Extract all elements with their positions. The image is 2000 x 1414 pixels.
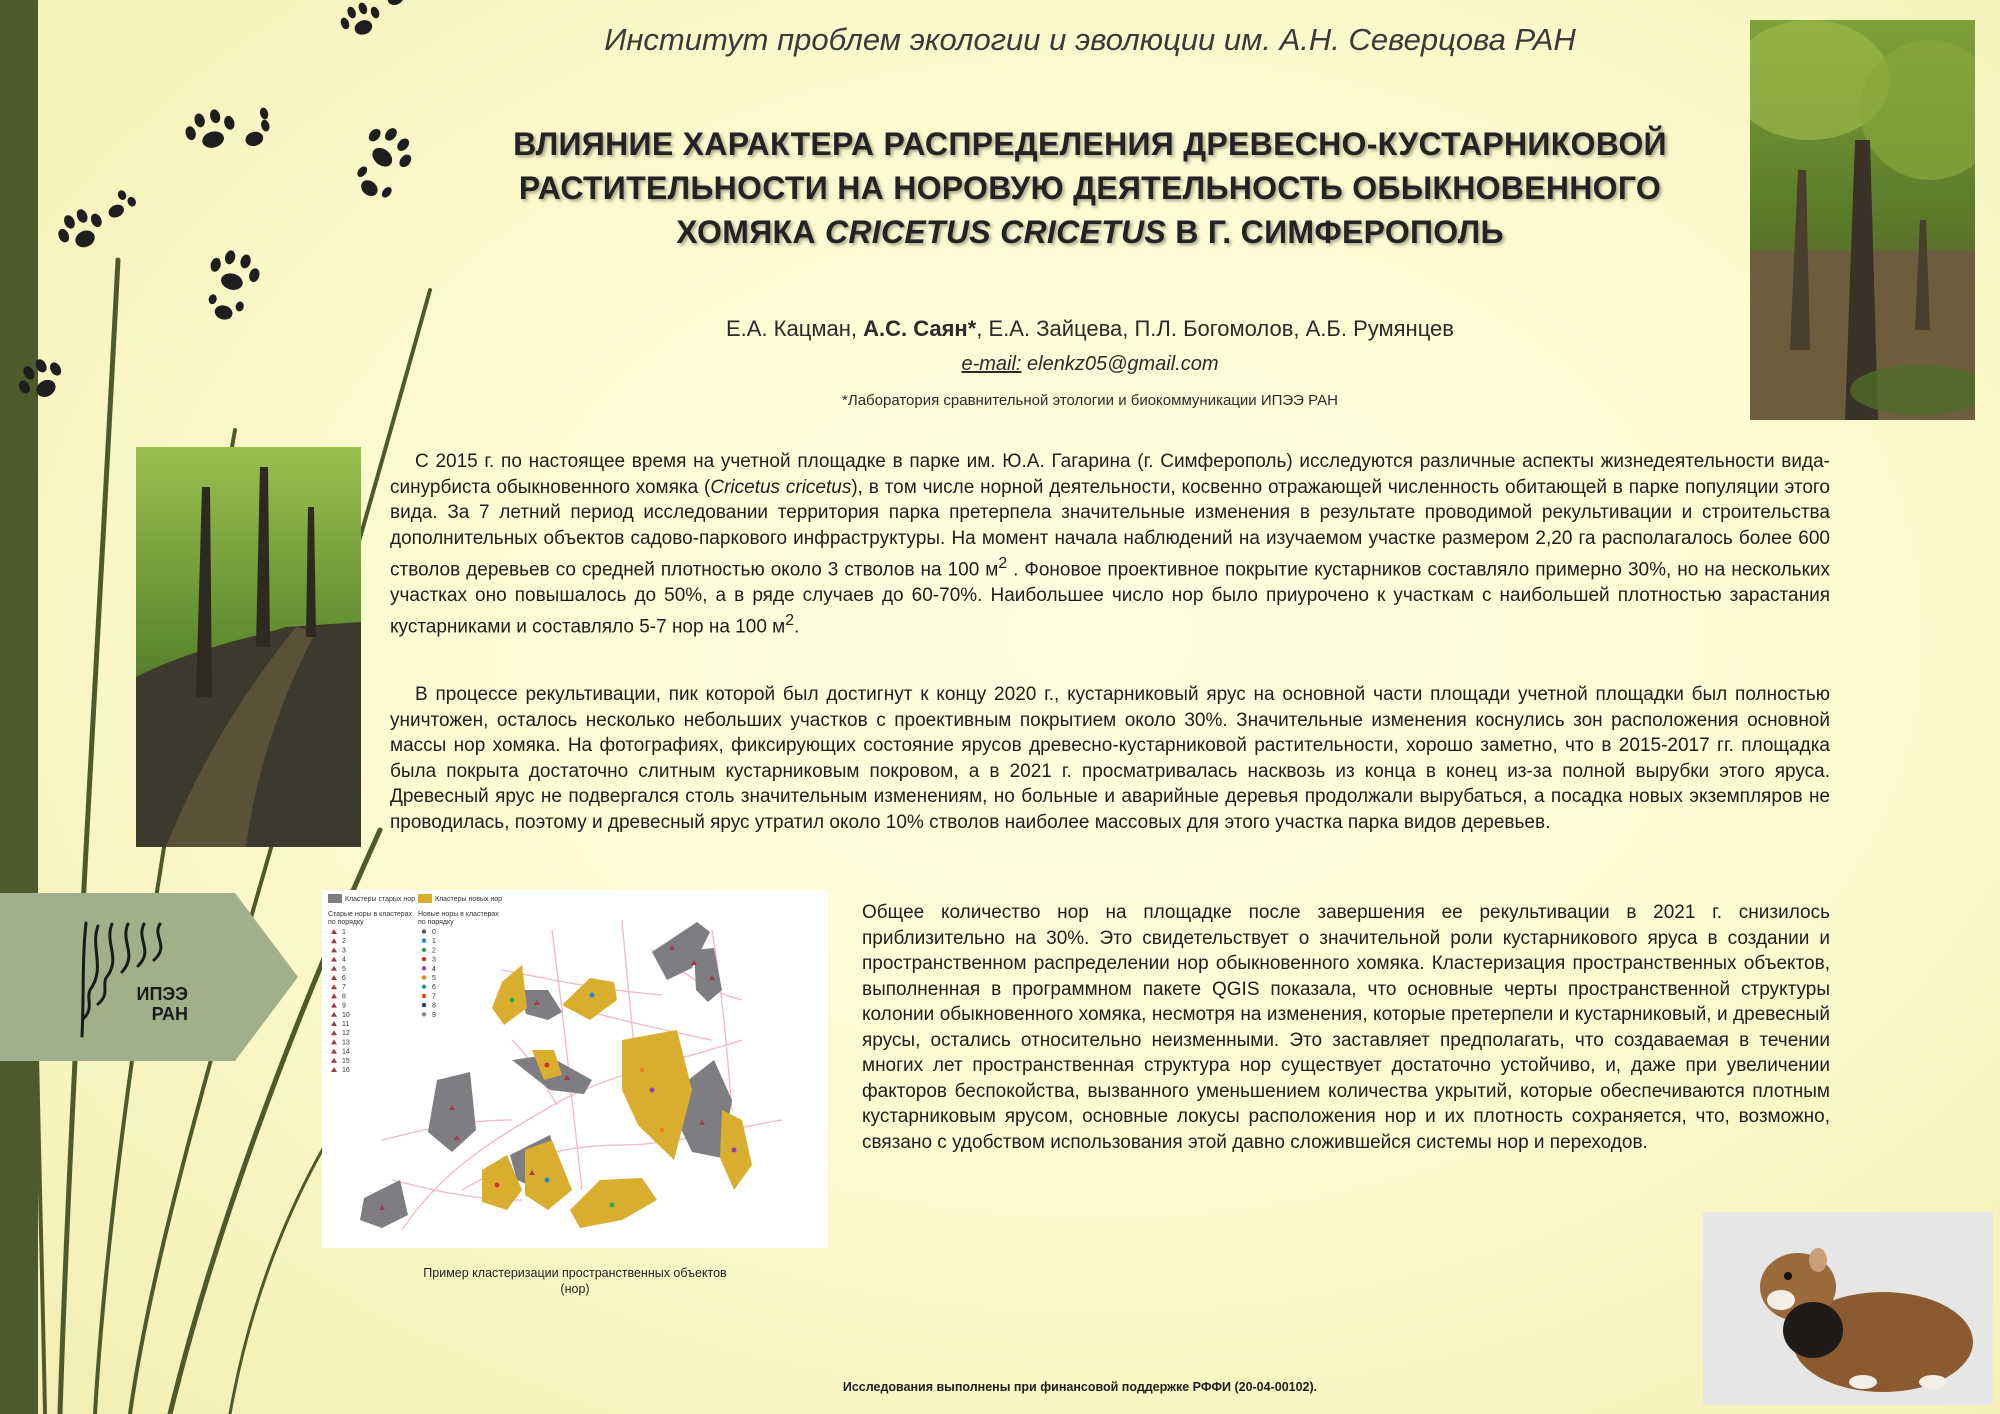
title-line-3-start: ХОМЯКА	[676, 214, 825, 250]
legend-new-marker	[422, 1012, 426, 1016]
legend-new-number: 1	[432, 938, 436, 946]
legend-old-marker	[331, 1021, 337, 1026]
cluster-map	[322, 890, 828, 1248]
authors-before: Е.А. Кацман,	[726, 316, 864, 341]
email-address: elenkz05@gmail.com	[1021, 353, 1219, 375]
legend-old-number: 9	[342, 1002, 346, 1010]
legend-new-label: Кластеры новых нор	[435, 896, 503, 903]
legend-old-marker	[331, 957, 337, 962]
legend-old-marker	[331, 993, 337, 998]
legend-new-heading-1: Новые норы в кластерах	[418, 911, 499, 918]
legend-old-marker	[331, 1049, 337, 1054]
intro-text-b: ), в том числе норной деятельности, косвенно отражающей численность обитающей в парке популяции этого вида. За 7 летний период исследовании территория парка претерпела значительные изменения в результате проводимой рекультивации и строительства дополнительных объектов садово-паркового инфраструктуры. На момент начала наблюдений на изучаемом участке размером 2,20 га располагалось более 600 стволов деревьев со средней плотностью около 3 стволов на 100 м	[390, 476, 1831, 581]
legend-new-marker	[422, 994, 426, 998]
legend-new-heading-2: по порядку	[418, 919, 454, 926]
new-cluster-b	[492, 965, 527, 1025]
authors-after: , Е.А. Зайцева, П.Л. Богомолов, А.Б. Румянцев	[976, 316, 1454, 341]
legend-old-marker	[331, 984, 337, 989]
legend-new-marker	[422, 966, 426, 970]
legend-old-heading-1: Старые норы в кластерах	[328, 911, 413, 918]
legend-old-marker	[331, 1030, 337, 1035]
legend-old-marker	[331, 1039, 337, 1044]
map-legend	[328, 894, 502, 1074]
legend-new-number: 2	[432, 947, 436, 955]
legend-old-marker	[331, 1012, 337, 1017]
intro-text-c: . Фоновое проективное покрытие кустарников составляло примерно 30%, но на нескольких участках оно повышалось до 50%, а в ряде случаев до 60-70%. Наибольшее число нор было приурочено к участкам с наибольшей плотностью зарастания кустарниками и составляло 5-7 нор на 100 м	[390, 559, 1831, 638]
legend-new-number: 0	[432, 929, 436, 936]
legend-old-marker	[331, 1067, 337, 1072]
legend-new-number: 5	[432, 975, 436, 982]
new-cluster-d	[622, 1030, 692, 1160]
cluster-map-svg	[322, 890, 828, 1248]
affiliation: *Лаборатория сравнительной этологии и биокоммуникации ИПЭЭ РАН	[842, 392, 1338, 409]
title-line-1: ВЛИЯНИЕ ХАРАКТЕРА РАСПРЕДЕЛЕНИЯ ДРЕВЕСНО-КУСТАРНИКОВОЙ	[513, 126, 1667, 162]
title-latin-name: CRICETUS CRICETUS	[824, 214, 1167, 250]
legend-new-number: 8	[432, 1002, 436, 1010]
logo-line-1: ИПЭЭ	[136, 984, 188, 1004]
funding-note: Исследования выполнены при финансовой поддержке РФФИ (20-04-00102).	[842, 1380, 1318, 1394]
legend-old-number: 2	[342, 938, 346, 946]
legend-new-number: 4	[432, 965, 436, 973]
hamster-photo	[1703, 1212, 1993, 1405]
contact-email	[440, 353, 1740, 376]
legend-old-number: 11	[342, 1021, 350, 1028]
legend-old-number: 8	[342, 993, 346, 1001]
legend-old-number: 6	[342, 975, 346, 982]
poster-title	[440, 122, 1740, 254]
legend-old-heading-2: по порядку	[328, 919, 364, 926]
legend-old-number: 15	[342, 1057, 350, 1065]
legend-new-number: 7	[432, 993, 436, 1001]
presenting-author: А.С. Саян*	[863, 316, 977, 341]
legend-old-marker	[331, 1058, 337, 1063]
legend-old-number: 5	[342, 965, 346, 973]
legend-new-number: 3	[432, 956, 436, 964]
legend-old-marker	[331, 966, 337, 971]
intro-latin-name: Cricetus cricetus	[710, 476, 852, 498]
old-cluster-e	[428, 1072, 476, 1152]
legend-new-marker	[422, 929, 426, 933]
legend-new-marker	[422, 1003, 426, 1007]
legend-old-marker	[331, 929, 337, 934]
legend-old-number: 7	[342, 984, 346, 992]
legend-old-marker	[331, 938, 337, 943]
intro-text-d: .	[794, 616, 800, 638]
old-legend-items	[331, 929, 350, 1074]
legend-old-number: 4	[342, 956, 346, 964]
legend-new-number: 9	[432, 1011, 436, 1019]
map-caption: Пример кластеризации пространственных объектов (нор)	[423, 1266, 727, 1296]
legend-old-swatch	[328, 894, 342, 903]
legend-old-number: 12	[342, 1030, 350, 1038]
title-line-2: РАСТИТЕЛЬНОСТИ НА НОРОВУЮ ДЕЯТЕЛЬНОСТЬ ОБЫКНОВЕННОГО	[518, 170, 1662, 206]
paragraph-intro	[390, 449, 1830, 640]
legend-old-number: 3	[342, 947, 346, 955]
legend-old-marker	[331, 1003, 337, 1008]
author-list	[440, 316, 1740, 342]
legend-new-marker	[422, 975, 426, 979]
logo-text	[108, 984, 188, 1024]
legend-new-marker	[422, 985, 426, 989]
legend-new-marker	[422, 948, 426, 952]
legend-old-number: 16	[342, 1067, 350, 1074]
legend-new-number: 6	[432, 984, 436, 992]
park-trees-photo	[1750, 20, 1975, 420]
email-label: e-mail:	[961, 353, 1022, 375]
legend-old-number: 14	[342, 1048, 350, 1056]
new-legend-items	[422, 929, 436, 1019]
legend-old-number: 13	[342, 1039, 350, 1047]
paragraph-recultivation: В процессе рекультивации, пик которой был достигнут к концу 2020 г., кустарниковый ярус на основной части площади учетной площадки был полностью уничтожен, осталось несколько небольших участков с проективным покрытием около 30%. Значительные изменения коснулись зон расположения основной массы нор хомяка. На фотографиях, фиксирующих состояние ярусов древесно-кустарниковой растительности, хорошо заметно, что в 2015-2017 гг. площадка была покрыта достаточно слитным кустарниковым покровом, а в 2021 г. просматривалась насквозь из конца в конец из-за полной вырубки этого яруса. Древесный ярус не подвергался столь значительным изменениям, но больные и аварийные деревья продолжали вырубаться, а посадка новых экземпляров не проводилась, поэтому и древесный ярус утратил около 10% стволов наиболее массовых для этого участка парка видов деревьев.	[390, 684, 1830, 833]
institute-name: Институт проблем экологии и эволюции им. А.Н. Северцова РАН	[604, 22, 1576, 57]
legend-new-marker	[422, 939, 426, 943]
title-line-3	[440, 210, 1740, 254]
legend-old-number: 10	[342, 1011, 350, 1019]
new-cluster-a	[562, 978, 617, 1020]
paragraph-conclusion: Общее количество нор на площадке после завершения ее рекультивации в 2021 г. снизилось приблизительно на 30%. Это свидетельствует о значительной роли кустарникового яруса в создании и пространственном распределении нор обыкновенного хомяка. Кластеризация пространственных объектов, выполненная в программном пакете QGIS показала, что основные черты пространственной структуры колонии обыкновенного хомяка, несмотря на изменения, которые претерпели и кустарниковый, и древесный ярусы, остались относительно неизменными. Это заставляет предполагать, что создаваемая в течении многих лет пространственная структура нор существует достаточно устойчиво, и, даже при увеличении факторов беспокойства, вызванного уменьшением количества укрытий, которые обеспечиваются плотным кустарниковым ярусом, основные локусы расположения нор и их плотность сохраняется, что, возможно, связано с удобством использования этой давно сложившейся системы нор и переходов.	[862, 902, 1830, 1153]
old-cluster-b	[694, 948, 722, 1002]
legend-new-swatch	[418, 894, 432, 903]
title-line-3-end: В Г. СИМФЕРОПОЛЬ	[1166, 214, 1504, 250]
legend-old-number: 1	[342, 929, 346, 936]
legend-new-marker	[422, 957, 426, 961]
legend-old-marker	[331, 975, 337, 980]
legend-old-label: Кластеры старых нор	[345, 896, 415, 903]
park-path-photo	[136, 447, 361, 847]
intro-text-a: С 2015 г. по настоящее время на учетной площадке в парке им. Ю.А. Гагарина (г. Симферополь) исследуются различные аспекты жизнедеятельности вида-синурбиста обыкновенного хомяка (	[390, 451, 1830, 498]
legend-old-marker	[331, 947, 337, 952]
old-cluster-f	[360, 1180, 408, 1228]
intro-superscript-2: 2	[785, 612, 795, 630]
logo-line-2: РАН	[151, 1004, 188, 1024]
intro-superscript-1: 2	[998, 555, 1008, 572]
